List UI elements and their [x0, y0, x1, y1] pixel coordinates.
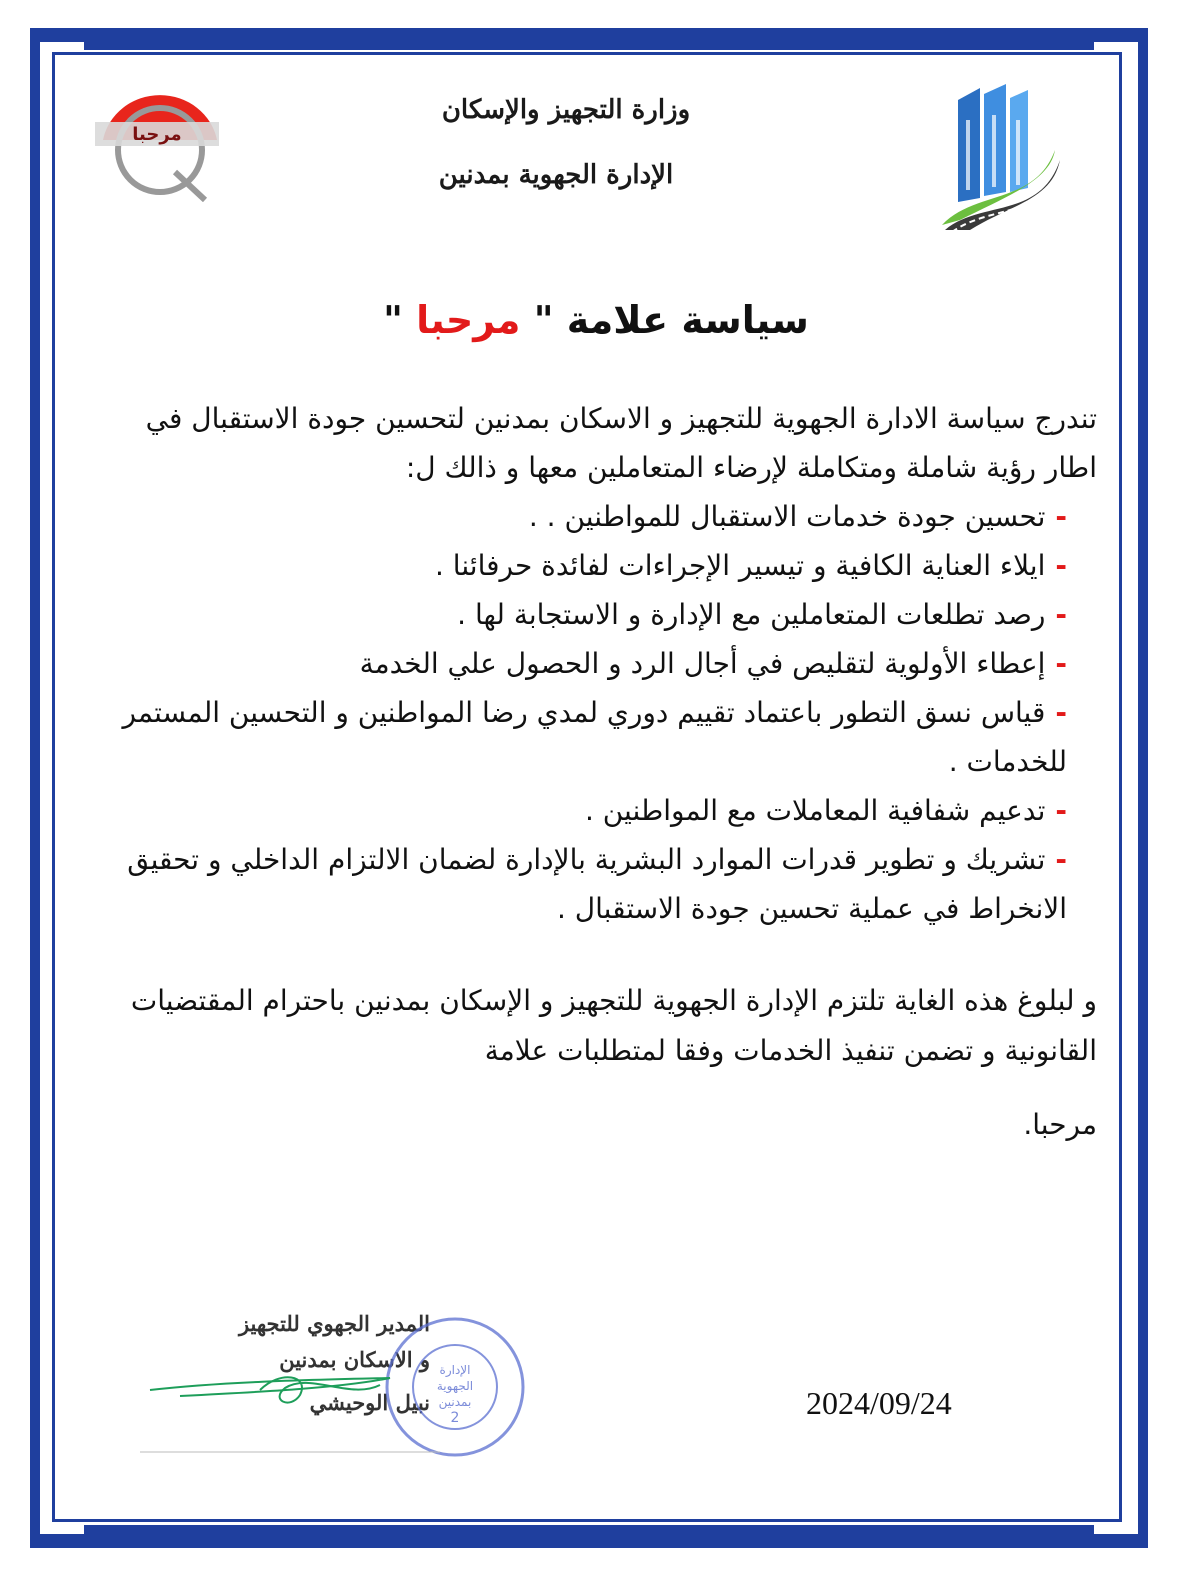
logo-marhaba-text: مرحبا — [132, 124, 182, 145]
list-item: -ايلاء العناية الكافية و تيسير الإجراءات لفائدة حرفائنا . — [435, 549, 1067, 582]
list-item: -إعطاء الأولوية لتقليص في أجال الرد و الحصول علي الخدمة — [359, 647, 1067, 680]
signatory-name: نبيل الوحيشي — [309, 1390, 430, 1415]
list-item: -تشريك و تطوير قدرات الموارد البشرية بالإدارة لضمان الالتزام الداخلي و تحقيق الانخراط في عملية تحسين جودة الاستقبال . — [127, 843, 1067, 925]
signatory-title-line1: المدير الجهوي للتجهيز — [238, 1311, 430, 1336]
frame-bottom-bar — [84, 1525, 1094, 1547]
title-prefix: سياسة علامة " — [533, 298, 809, 342]
ministry-name: وزارة التجهيز والإسكان — [441, 95, 691, 125]
handwritten-signature-icon — [140, 1360, 460, 1460]
directorate-name: الإدارة الجهوية بمدنين — [438, 160, 674, 190]
list-item: -تدعيم شفافية المعاملات مع المواطنين . — [584, 794, 1067, 827]
frame-top-bar — [84, 28, 1094, 50]
list-item: -رصد تطلعات المتعاملين مع الإدارة و الاستجابة لها . — [457, 598, 1067, 631]
list-item: -قياس نسق التطور باعتماد تقييم دوري لمدي رضا المواطنين و التحسين المستمر للخدمات . — [122, 696, 1067, 778]
intro-paragraph: تندرج سياسة الادارة الجهوية للتجهيز و الاسكان بمدنين لتحسين جودة الاستقبال في اطار رؤية شاملة ومتكاملة لإرضاء المتعاملين معها و ذالك ل: — [145, 402, 1097, 484]
policy-bullet-list — [112, 492, 1097, 933]
closing-paragraph: و لبلوغ هذه الغاية تلتزم الإدارة الجهوية للتجهيز و الإسكان بمدنين باحترام المقتضيات القانونية و تضمن تنفيذ الخدمات وفقا لمتطلبات علامة — [130, 984, 1097, 1067]
svg-text:2: 2 — [450, 1410, 460, 1426]
document-date: 2024/09/24 — [806, 1385, 952, 1421]
list-item: -تحسين جودة خدمات الاستقبال للمواطنين . . — [528, 500, 1067, 533]
title-brand: مرحبا — [416, 298, 521, 342]
closing-paragraph-end: مرحبا. — [1023, 1108, 1097, 1141]
svg-text:الجهوية: الجهوية — [436, 1379, 474, 1393]
svg-text:الإدارة: الإدارة — [439, 1363, 471, 1377]
svg-text:بمدنين: بمدنين — [438, 1395, 472, 1409]
signatory-title-line2: و الاسكان بمدنين — [279, 1347, 430, 1372]
page-title — [0, 298, 1192, 342]
title-suffix: " — [383, 298, 403, 342]
